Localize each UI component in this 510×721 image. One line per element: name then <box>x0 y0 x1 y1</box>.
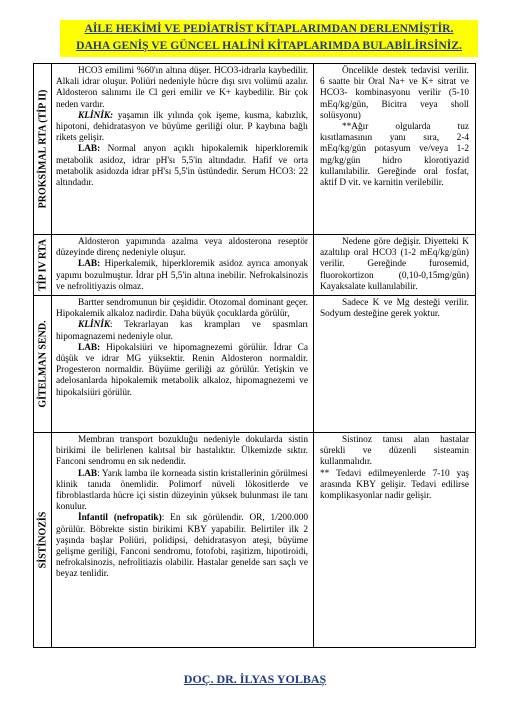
treatment-cell <box>314 64 476 235</box>
table-row-proksimal <box>34 64 476 235</box>
paragraph: ** Tedavi edilmeyenlerde 7-10 yaş arasında KBY gelişir. Tedavi edilirse komplikasyonlar nadir gelişir. <box>320 468 469 502</box>
side-label-cell <box>34 235 52 296</box>
paragraph <box>56 259 308 293</box>
infantil-label: İnfantil (nefropatik) <box>78 513 162 524</box>
side-label-cell <box>34 296 52 433</box>
paragraph <box>56 111 308 145</box>
section-title-gitelman: GİTELMAN SEND. <box>37 320 48 408</box>
table-row-tip4 <box>34 235 476 296</box>
side-label-cell <box>34 64 52 235</box>
description-cell <box>52 64 314 235</box>
treatment-cell <box>314 235 476 296</box>
paragraph-text: Normal anyon açıklı hipokalemik hiperkloremik metabolik asidoz, idrar pH'sı 5,5'in altındadır. Hafif ve orta metabolik asidozda idrar pH'sı 5,5'in üstündedir. Serum HCO3: 22 altındadır. <box>56 144 308 189</box>
side-label-cell <box>34 433 52 648</box>
paragraph: Nedene göre değişir. Diyetteki K azaltılıp oral HCO3 (1-2 mEq/kg/gün) verilir. Gereğinde furosemid, fluorokortizon (0,10-0,15mg/gün) Kayaksalate kullanılabilir. <box>320 237 469 292</box>
banner-line-1: AİLE HEKİMİ VE PEDİATRİST KİTAPLARIMDAN DERLENMİŞTİR. <box>84 22 454 35</box>
paragraph-text: Hipokalsiüri ve hipomagnezemi görülür. İdrar Ca düşük ve idrar MG yüksektir. Renin Aldosteron normaldir. Progesteron normaldir. Büyüme geriliği az görülür. Yetişkin ve adelosanlarda hipokalemik metabolik alkaloz, hipomagnezemi ve hipokalsiüri görülür. <box>56 342 308 398</box>
paragraph-text: yaşamın ilk yılında çok işeme, kusma, kabızlık, hipotoni, dehidratasyon ve büyüme geriliği olur. P kaybına bağlı rikets gelişir. <box>56 110 308 144</box>
lab-label: LAB: <box>78 144 101 155</box>
banner-line-2: DAHA GENİŞ VE GÜNCEL HALİNİ KİTAPLARIMDA BULABİLİRSİNİZ. <box>76 39 462 52</box>
paragraph-text: : Tekrarlayan kas krampları ve spasmları hipomagnazemi nedeniyle olur. <box>56 320 308 342</box>
paragraph: Bartter sendromunun bir çeşididir. Otozomal dominant geçer. Hipokalemik alkaloz nadirdir. Daha büyük çocuklarda görülür, <box>56 298 308 320</box>
klinik-label: KLİNİK <box>78 320 111 331</box>
paragraph-text: Hiperkalemik, hiperkloremik asidoz ayrıca amonyak yapımı bozulmuştur. İdrar pH 5,5'in altına inebilir. Nefrokalsinozis ve nefrolitiyazis olmaz. <box>56 259 308 292</box>
lab-label: LAB: <box>78 342 101 353</box>
klinik-label: KLİNİK: <box>78 110 114 121</box>
paragraph: Öncelikle destek tedavisi verilir. 6 saatte bir Oral Na+ ve K+ sitrat ve HCO3- kombinasyonu verilir (5-10 mEq/kg/gün, Bicitra veya sholl solüsyonu) <box>320 66 469 121</box>
paragraph: HCO3 emilimi %60'ın altına düşer. HCO3-idrarla kaybedilir. Alkali idrar oluşur. Poliüri nedeniyle hücre dışı sıvı volümü azalır. Aldosteron salınımı ile Cl geri emilir ve K+ kaybedilir. Bir çok neden vardır. <box>56 66 308 110</box>
section-title-sistinozis: SİSTİNOZİS <box>37 511 48 569</box>
rta-table <box>33 63 476 648</box>
paragraph: Aldosteron yapımında azalma veya aldosterona reseptör düzeyinde direnç nedeniyle oluşur. <box>56 237 308 259</box>
paragraph: **Ağır olgularda tuz kısıtlamasının yanı sıra, 2-4 mEq/kg/gün potasyum ve/veya 1-2 mg/kg/gün hidro klorotiyazid kullanılabilir. Gereğinde oral fosfat, aktif D vit. ve karnitin verilebilir. <box>320 122 469 189</box>
paragraph-text: : En sık görülendir. OR, 1/200.000 görülür. Böbrekte sistin birikimi KBY yapabilir. Belirtiler ilk 2 yaşında başlar Poliüri, polidipsi, dehidratasyon ateşi, büyüme gelişme geriliği, Fanconi sendromu, fotofobi, raşitizm, hipotiroidi, nefrokalsinozis, nefrolitiazis olabilir. Hastalar genelde sarı saçlı ve beyaz tenlidir. <box>56 513 309 580</box>
paragraph <box>56 320 308 342</box>
paragraph <box>56 343 308 399</box>
treatment-cell <box>314 296 476 433</box>
header-banner <box>60 20 478 57</box>
paragraph <box>56 469 308 514</box>
table-row-gitelman <box>34 296 476 433</box>
author-footer: DOÇ. DR. İLYAS YOLBAŞ <box>183 672 327 686</box>
section-title-tip4: TİP IV RTA <box>37 238 48 292</box>
treatment-cell <box>314 433 476 648</box>
paragraph <box>56 144 308 189</box>
paragraph <box>56 513 308 580</box>
table-row-sistinozis <box>34 433 476 648</box>
paragraph: Sadece K ve Mg desteği verilir. Sodyum desteğine gerek yoktur. <box>320 298 469 320</box>
lab-label: LAB: <box>78 259 101 270</box>
lab-label: LAB <box>78 468 98 479</box>
description-cell <box>52 296 314 433</box>
paragraph: Membran transport bozukluğu nedeniyle dokularda sistin birikimi ile belirlenen kalıtsal bir hastalıktır. Ülkemizde sıktır. Fanconi sendromu en sık nedendir. <box>56 435 308 468</box>
paragraph: Sistinoz tanısı alan hastalar sürekli ve düzenli sisteamin kullanmalıdır. <box>320 435 469 468</box>
description-cell <box>52 235 314 296</box>
description-cell <box>52 433 314 648</box>
section-title-proksimal: PROKSİMAL RTA (TİP II) <box>37 89 48 209</box>
paragraph-text: : Yarık lamba ile korneada sistin kristallerinin görülmesi klinik tanıda önemlidir. Polimorf nüveli lökositlerde ve fibroblastlarda hücre içi sistin düzeyinin yüksek bulunması ile tanı konulur. <box>56 468 308 513</box>
